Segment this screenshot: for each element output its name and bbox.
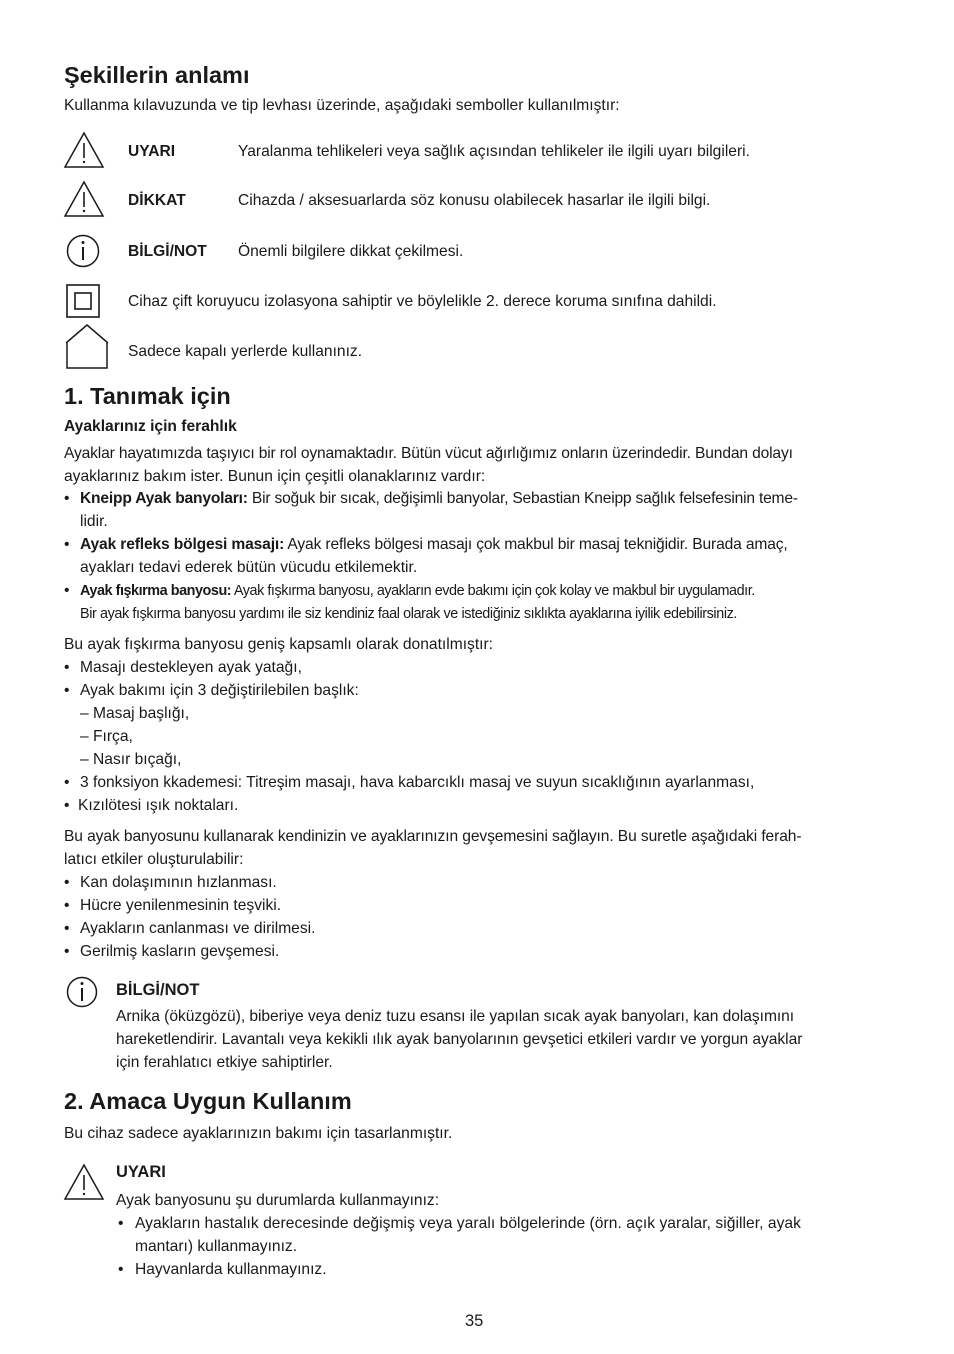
effect-item: Gerilmiş kasların gevşemesi. [80, 943, 280, 960]
equip-item: Kızılötesi ışık noktaları. [78, 797, 239, 814]
effects-line2: latıcı etkiler oluşturulabilir: [64, 851, 244, 868]
symbol-label-info: BİLGİ/NOT [128, 243, 207, 260]
indoor-use-house-icon [65, 323, 109, 369]
effect-item: Ayakların canlanması ve dirilmesi. [80, 920, 316, 937]
note-line1: Arnika (öküzgözü), biberiye veya deniz tuzu esansı ile yapılan sıcak ayak banyoları, kan dolaşımını [116, 1008, 795, 1025]
equip-subitem: – Fırça, [80, 728, 133, 745]
note-line2: hareketlendirir. Lavantalı veya kekikli ılık ayak banyolarının gevşetici etkileri vardır ve yorgun ayaklar [116, 1031, 803, 1048]
bullet-dot: • [64, 874, 70, 891]
section1-para-line2: ayaklarınız bakım ister. Bunun için çeşitli olanaklarınız vardır: [64, 468, 486, 485]
note-line3: için ferahlatıcı etkiye sahiptirler. [116, 1054, 333, 1071]
effects-line1: Bu ayak banyosunu kullanarak kendinizin ve ayaklarınızın gevşemesini sağlayın. Bu suretle aşağıdaki ferah- [64, 828, 802, 845]
symbol-desc-double-insulation: Cihaz çift koruyucu izolasyona sahiptir ve böylelikle 2. derece koruma sınıfına dahildi. [128, 293, 717, 310]
bullet-dot: • [64, 797, 70, 814]
effect-item: Kan dolaşımının hızlanması. [80, 874, 277, 891]
symbol-label-warning: UYARI [128, 143, 176, 160]
equip-item: Ayak bakımı için 3 değiştirilebilen başlık: [80, 682, 359, 699]
bullet-dot: • [64, 943, 70, 960]
bullet-jet-term: Ayak fışkırma banyosu: [80, 583, 232, 599]
info-circle-icon [66, 234, 100, 268]
warning-triangle-icon [63, 131, 105, 169]
warning-item-cont: mantarı) kullanmayınız. [135, 1238, 298, 1255]
bullet-dot: • [64, 490, 70, 507]
bullet-dot: • [118, 1215, 124, 1232]
symbol-desc-info: Önemli bilgilere dikkat çekilmesi. [238, 243, 464, 260]
equip-item: 3 fonksiyon kkademesi: Titreşim masajı, hava kabarcıklı masaj ve suyun sıcaklığının ayarlanması, [80, 774, 755, 791]
symbol-desc-indoor: Sadece kapalı yerlerde kullanınız. [128, 343, 363, 360]
bullet-dot: • [64, 659, 70, 676]
bullet-dot: • [64, 582, 70, 599]
bullet-jet [80, 580, 755, 603]
equip-subitem: – Nasır bıçağı, [80, 751, 182, 768]
equip-item: Masajı destekleyen ayak yatağı, [80, 659, 302, 676]
bullet-dot: • [64, 536, 70, 553]
bullet-dot: • [64, 682, 70, 699]
bullet-reflex-term: Ayak refleks bölgesi masajı: [80, 536, 285, 553]
bullet-kneipp-text: Bir soğuk bir sıcak, değişimli banyolar, Sebastian Kneipp sağlık felsefesinin teme- [247, 490, 798, 507]
bullet-dot: • [118, 1261, 124, 1278]
warning-item: Hayvanlarda kullanmayınız. [135, 1261, 327, 1278]
caution-triangle-icon [63, 180, 105, 218]
warning-label: UYARI [116, 1163, 166, 1181]
bullet-reflex-text: Ayak refleks bölgesi masajı çok makbul bir masaj tekniğidir. Burada amaç, [284, 536, 788, 553]
double-insulation-icon [66, 284, 100, 318]
section1-subtitle: Ayaklarınız için ferahlık [64, 418, 237, 435]
symbol-desc-caution: Cihazda / aksesuarlarda söz konusu olabilecek hasarlar ile ilgili bilgi. [238, 192, 711, 209]
bullet-reflex [80, 534, 788, 557]
bullet-kneipp-term: Kneipp Ayak banyoları: [80, 490, 248, 507]
bullet-kneipp-cont: lidir. [80, 513, 108, 530]
warning-item: Ayakların hastalık derecesinde değişmiş veya yaralı bölgelerinde (örn. açık yaralar, siğiller, ayak [135, 1215, 801, 1232]
effect-item: Hücre yenilenmesinin teşviki. [80, 897, 282, 914]
section1-heading: 1. Tanımak için [64, 383, 231, 409]
symbol-label-caution: DİKKAT [128, 192, 186, 209]
equip-subitem: – Masaj başlığı, [80, 705, 190, 722]
equip-intro: Bu ayak fışkırma banyosu geniş kapsamlı olarak donatılmıştır: [64, 636, 494, 653]
section2-intro: Bu cihaz sadece ayaklarınızın bakımı için tasarlanmıştır. [64, 1125, 453, 1142]
bullet-kneipp [80, 488, 798, 511]
bullet-dot: • [64, 897, 70, 914]
section1-para-line1: Ayaklar hayatımızda taşıyıcı bir rol oynamaktadır. Bütün vücut ağırlığımız onların üzerindedir. Bundan dolayı [64, 445, 793, 462]
warning-intro: Ayak banyosunu şu durumlarda kullanmayınız: [116, 1192, 440, 1209]
symbol-desc-warning: Yaralanma tehlikeleri veya sağlık açısından tehlikeler ile ilgili uyarı bilgileri. [238, 143, 750, 160]
info-circle-icon [66, 976, 98, 1008]
bullet-dot: • [64, 774, 70, 791]
warning-triangle-icon [63, 1163, 105, 1201]
bullet-reflex-cont: ayakları tedavi ederek bütün vücudu etkilemektir. [80, 559, 418, 576]
page-number: 35 [465, 1312, 484, 1330]
bullet-jet-text: Ayak fışkırma banyosu, ayakların evde bakımı için çok kolay ve makbul bir uygulamadır. [231, 583, 755, 599]
section2-heading: 2. Amaca Uygun Kullanım [64, 1088, 352, 1114]
bullet-dot: • [64, 920, 70, 937]
symbols-intro: Kullanma kılavuzunda ve tip levhası üzerinde, aşağıdaki semboller kullanılmıştır: [64, 97, 620, 114]
symbols-heading: Şekillerin anlamı [64, 62, 250, 88]
bullet-jet-cont: Bir ayak fışkırma banyosu yardımı ile siz kendiniz faal olarak ve istediğiniz sıklıkta ayaklarına iyilik edebilirsiniz. [80, 606, 738, 622]
note-label: BİLGİ/NOT [116, 981, 200, 999]
